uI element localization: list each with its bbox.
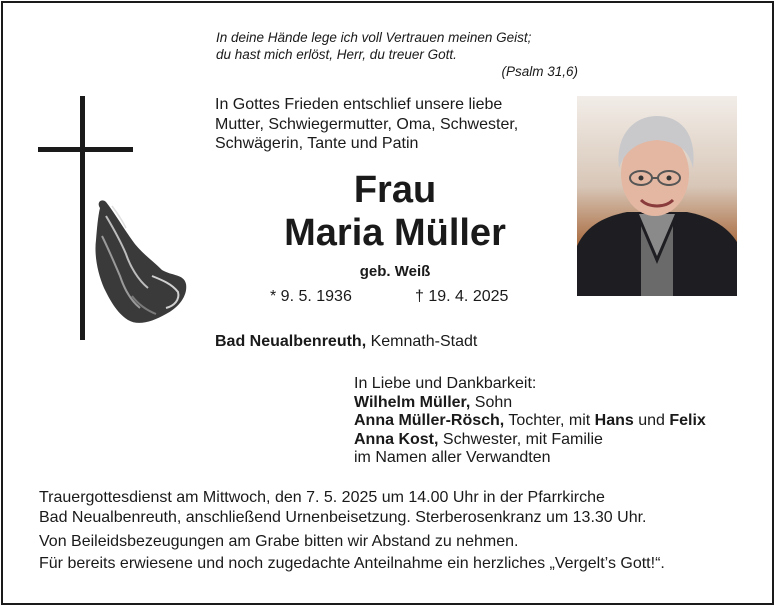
mourners-heading: In Liebe und Dankbarkeit: bbox=[354, 375, 537, 392]
mourner-name: Hans bbox=[594, 412, 634, 429]
mourner-name: Anna Kost, bbox=[354, 430, 439, 448]
portrait-photo bbox=[577, 96, 737, 296]
maiden-name: geb. Weiß bbox=[359, 263, 431, 280]
mourner-name: Anna Müller-Rösch, bbox=[354, 412, 505, 429]
intro-line: Schwägerin, Tante und Patin bbox=[215, 135, 419, 152]
mourner-name: Felix bbox=[669, 412, 706, 429]
quote-source: (Psalm 31,6) bbox=[501, 64, 578, 79]
mourner-name: Wilhelm Müller, bbox=[354, 393, 471, 411]
bible-quote bbox=[216, 29, 578, 80]
mourner-relation: Schwester, mit Familie bbox=[438, 430, 603, 448]
death-date: † 19. 4. 2025 bbox=[415, 288, 509, 305]
service-info bbox=[39, 488, 749, 573]
mourner-row bbox=[354, 394, 706, 413]
condolences-note: Von Beileidsbezeugungen am Grabe bitten wir Abstand zu nehmen. bbox=[39, 533, 519, 550]
intro-line: Mutter, Schwiegermutter, Oma, Schwester, bbox=[215, 115, 519, 133]
intro-line: In Gottes Frieden entschlief unsere liebe bbox=[215, 96, 503, 113]
quote-line: In deine Hände lege ich voll Vertrauen meinen Geist; bbox=[216, 30, 532, 45]
service-line: Trauergottesdienst am Mittwoch, den 7. 5. 2025 um 14.00 Uhr in der Pfarrkirche bbox=[39, 489, 605, 506]
mourner-relation: und bbox=[633, 412, 670, 429]
thanks-note: Für bereits erwiesene und noch zugedachte Anteilnahme ein herzliches „Vergelt’s Gott!“. bbox=[39, 554, 665, 572]
mourner-relation: Sohn bbox=[470, 393, 513, 411]
praying-hands-icon bbox=[92, 196, 188, 328]
mourners-list bbox=[354, 375, 706, 468]
mourner-row: im Namen aller Verwandten bbox=[354, 449, 551, 466]
salutation: Frau bbox=[353, 169, 437, 211]
residence-rest: Kemnath-Stadt bbox=[366, 333, 478, 350]
intro-text bbox=[215, 95, 545, 154]
quote-line: du hast mich erlöst, Herr, du treuer Gott. bbox=[216, 47, 457, 62]
birth-date: * 9. 5. 1936 bbox=[270, 288, 352, 305]
service-line: Bad Neualbenreuth, anschließend Urnenbeisetzung. Sterberosenkranz um 13.30 Uhr. bbox=[39, 508, 647, 526]
residence bbox=[215, 333, 477, 351]
mourner-row bbox=[354, 431, 706, 450]
mourner-row bbox=[354, 412, 706, 431]
cross-icon bbox=[80, 96, 85, 340]
deceased-name: Maria Müller bbox=[284, 212, 506, 254]
mourner-relation: Tochter, mit bbox=[504, 412, 595, 429]
residence-town: Bad Neualbenreuth, bbox=[215, 333, 367, 350]
cross-icon-bar bbox=[38, 147, 133, 152]
